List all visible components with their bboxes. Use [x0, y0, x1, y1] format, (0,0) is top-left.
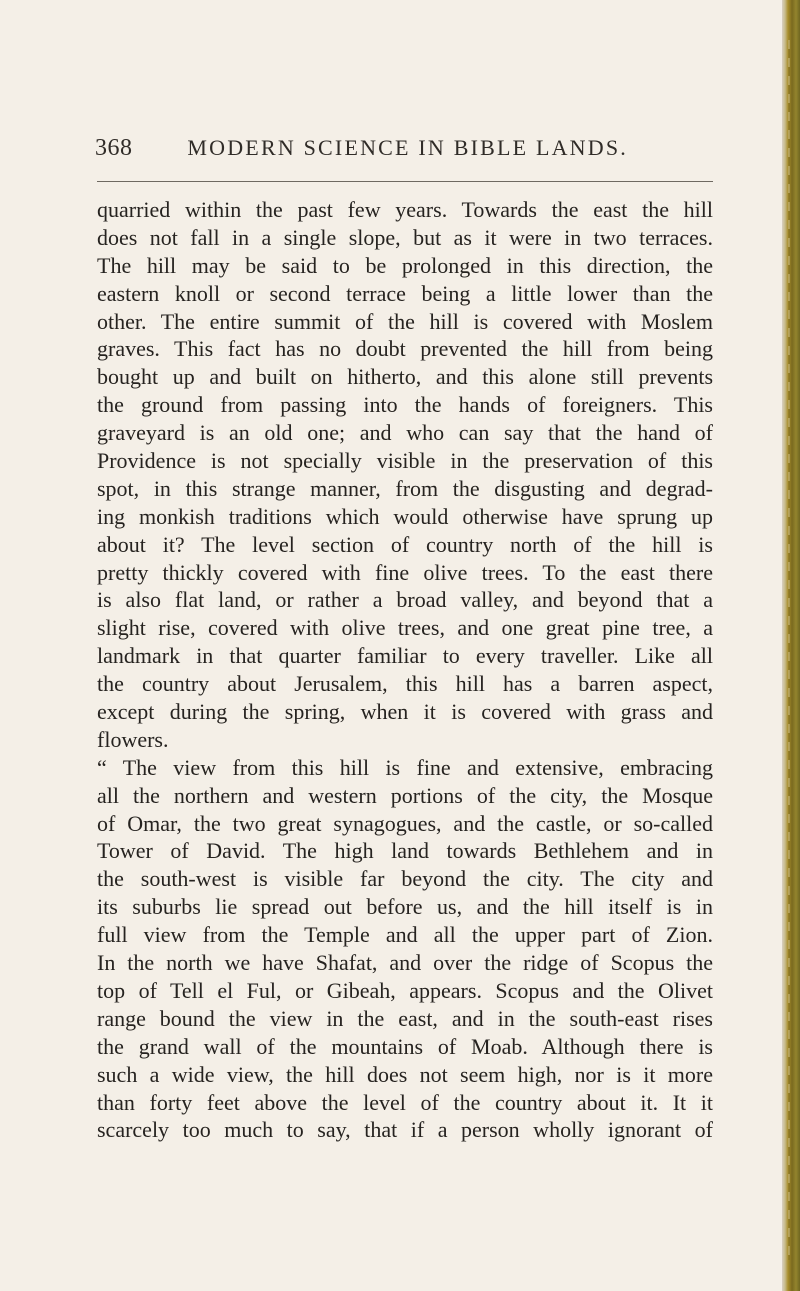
text-line: Providence is not specially visible in the preservation of this [97, 448, 713, 474]
text-line: pretty thickly covered with fine olive trees. To the east there [97, 559, 713, 585]
text-line: does not fall in a single slope, but as it were in two terraces. [97, 224, 713, 250]
text-line: landmark in that quarter familiar to every traveller. Like all [97, 643, 713, 669]
text-line: top of Tell el Ful, or Gibeah, appears. Scopus and the Olivet [97, 977, 713, 1003]
text-line: the south-west is visible far beyond the city. The city and [97, 866, 713, 892]
text-line: ing monkish traditions which would otherwise have sprung up [97, 503, 713, 529]
text-line: scarcely too much to say, that if a person wholly ignorant of [97, 1117, 713, 1143]
text-line: range bound the view in the east, and in the south-east rises [97, 1005, 713, 1031]
page-number: 368 [95, 135, 133, 161]
text-line: In the north we have Shafat, and over the ridge of Scopus the [97, 950, 713, 976]
text-line: of Omar, the two great synagogues, and the castle, or so-called [97, 810, 713, 836]
text-line: “ The view from this hill is fine and extensive, embracing [97, 754, 713, 780]
text-line: slight rise, covered with olive trees, and one great pine tree, a [97, 615, 713, 641]
header-rule [97, 181, 713, 182]
text-line: the country about Jerusalem, this hill has a barren aspect, [97, 671, 713, 697]
text-line: other. The entire summit of the hill is covered with Moslem [97, 308, 713, 334]
text-line: the ground from passing into the hands of foreigners. This [97, 392, 713, 418]
text-line: eastern knoll or second terrace being a little lower than the [97, 280, 713, 306]
paragraph-end-line: flowers. [97, 726, 169, 752]
text-line: spot, in this strange manner, from the disgusting and degrad- [97, 475, 713, 501]
text-line: than forty feet above the level of the country about it. It it [97, 1089, 713, 1115]
text-line: Tower of David. The high land towards Bethlehem and in [97, 838, 713, 864]
text-line: full view from the Temple and all the upper part of Zion. [97, 922, 713, 948]
text-line: about it? The level section of country north of the hill is [97, 531, 713, 557]
text-line: graves. This fact has no doubt prevented the hill from being [97, 336, 713, 362]
text-line: the grand wall of the mountains of Moab. Although there is [97, 1033, 713, 1059]
text-line: quarried within the past few years. Towards the east the hill [97, 197, 713, 222]
text-line: all the northern and western portions of the city, the Mosque [97, 782, 713, 808]
text-line: is also flat land, or rather a broad valley, and beyond that a [97, 587, 713, 613]
text-line: such a wide view, the hill does not seem high, nor is it more [97, 1061, 713, 1087]
text-line: graveyard is an old one; and who can say that the hand of [97, 420, 713, 446]
text-line: its suburbs lie spread out before us, and the hill itself is in [97, 894, 713, 920]
body-text [97, 196, 713, 1144]
text-line: The hill may be said to be prolonged in this direction, the [97, 252, 713, 278]
running-title: MODERN SCIENCE IN BIBLE LANDS. [187, 135, 628, 160]
text-line: bought up and built on hitherto, and this alone still prevents [97, 364, 713, 390]
page-edge [782, 0, 800, 1291]
text-line: except during the spring, when it is covered with grass and [97, 699, 713, 725]
running-head [95, 135, 720, 169]
